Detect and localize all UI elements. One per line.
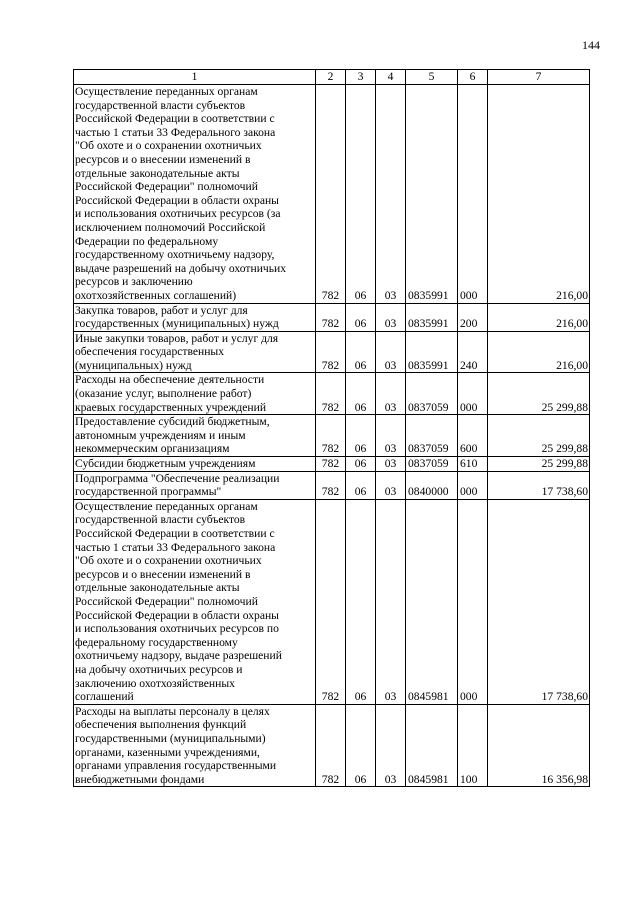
target-article-code: 0837059	[406, 457, 458, 472]
ministry-code: 782	[316, 457, 346, 472]
expense-name-line: частью 1 статьи 33 Федерального закона	[75, 125, 276, 139]
ministry-code: 782	[316, 704, 346, 787]
expense-name-line: Осуществление переданных органам	[75, 85, 258, 98]
header-col-2: 2	[316, 70, 346, 85]
expense-name-line: государственной власти субъектов	[75, 98, 246, 112]
expense-name-line: частью 1 статьи 33 Федерального закона	[75, 540, 276, 554]
section-code: 06	[346, 303, 376, 331]
expense-type-code: 000	[458, 499, 488, 704]
expense-name-line: государственной власти субъектов	[75, 513, 246, 527]
table-row	[74, 85, 590, 304]
expense-name-line: и использования охотничьих ресурсов по	[75, 622, 279, 636]
page-number: 144	[582, 38, 600, 52]
target-article-code: 0835991	[406, 303, 458, 331]
expense-name-line: Федерации по федеральному	[75, 234, 219, 248]
expense-name-line: Закупка товаров, работ и услуг для	[75, 303, 248, 317]
target-article-code: 0845981	[406, 704, 458, 787]
expense-name-line: "Об охоте и о сохранении охотничьих	[75, 554, 262, 568]
expense-name	[74, 457, 316, 472]
table-row	[74, 415, 590, 457]
ministry-code: 782	[316, 331, 346, 373]
expense-name-line: Российской Федерации в соответствии с	[75, 112, 275, 126]
amount: 216,00	[488, 303, 590, 331]
expense-name-line: соглашений	[75, 690, 134, 704]
ministry-code: 782	[316, 303, 346, 331]
expense-name-line: государственными (муниципальными)	[75, 731, 266, 745]
ministry-code: 782	[316, 85, 346, 304]
expense-name-line: Российской Федерации" полномочий	[75, 594, 258, 608]
table-row	[74, 373, 590, 415]
header-col-3: 3	[346, 70, 376, 85]
expense-name-line: автономным учреждениям и иным	[75, 428, 246, 442]
expense-name-line: охотхозяйственных соглашений)	[75, 288, 237, 302]
expense-name-line: "Об охоте и о сохранении охотничьих	[75, 139, 262, 153]
ministry-code: 782	[316, 471, 346, 499]
expense-name	[74, 303, 316, 331]
expense-name	[74, 499, 316, 704]
expense-name-line: краевых государственных учреждений	[75, 400, 267, 414]
expense-name-line: ресурсов и заключению	[75, 275, 193, 289]
section-code: 06	[346, 373, 376, 415]
expense-name-line: внебюджетными фондами	[75, 772, 205, 786]
expense-name-line: ресурсов и о внесении изменений в	[75, 152, 251, 166]
expense-name	[74, 373, 316, 415]
expense-name-line: отдельные законодательные акты	[75, 581, 240, 595]
target-article-code: 0835991	[406, 85, 458, 304]
header-row	[74, 70, 590, 85]
target-article-code: 0837059	[406, 373, 458, 415]
table-row	[74, 499, 590, 704]
expense-name-line: обеспечения государственных	[75, 345, 225, 359]
amount: 25 299,88	[488, 415, 590, 457]
section-code: 06	[346, 85, 376, 304]
expense-name-line: некоммерческим организациям	[75, 442, 230, 456]
expense-name	[74, 415, 316, 457]
amount: 216,00	[488, 85, 590, 304]
subsection-code: 03	[376, 85, 406, 304]
target-article-code: 0840000	[406, 471, 458, 499]
table-row	[74, 704, 590, 787]
expense-name-line: органами управления государственными	[75, 759, 277, 773]
ministry-code: 782	[316, 415, 346, 457]
header-col-5: 5	[406, 70, 458, 85]
expense-name-line: исключением полномочий Российской	[75, 220, 266, 234]
expense-name-line: Российской Федерации в соответствии с	[75, 527, 275, 540]
subsection-code: 03	[376, 331, 406, 373]
expense-name-line: Осуществление переданных органам	[75, 499, 258, 513]
header-col-7: 7	[488, 70, 590, 85]
expense-name-line: Субсидии бюджетным учреждениям	[75, 457, 256, 471]
expense-name-line: отдельные законодательные акты	[75, 166, 240, 180]
amount: 17 738,60	[488, 471, 590, 499]
expense-name-line: обеспечения выполнения функций	[75, 718, 247, 732]
section-code: 06	[346, 331, 376, 373]
header-col-6: 6	[458, 70, 488, 85]
amount: 16 356,98	[488, 704, 590, 787]
target-article-code: 0835991	[406, 331, 458, 373]
expense-name	[74, 331, 316, 373]
subsection-code: 03	[376, 457, 406, 472]
expense-name-line: Подпрограмма "Обеспечение реализации	[75, 471, 280, 485]
ministry-code: 782	[316, 373, 346, 415]
expense-type-code: 600	[458, 415, 488, 457]
expense-name-line: Российской Федерации" полномочий	[75, 180, 258, 194]
table-row	[74, 471, 590, 499]
subsection-code: 03	[376, 415, 406, 457]
expense-name-line: ресурсов и о внесении изменений в	[75, 567, 251, 581]
section-code: 06	[346, 415, 376, 457]
subsection-code: 03	[376, 303, 406, 331]
section-code: 06	[346, 471, 376, 499]
section-code: 06	[346, 457, 376, 472]
header-col-4: 4	[376, 70, 406, 85]
expense-name-line: заключению охотхозяйственных	[75, 676, 235, 690]
expense-name-line: Российской Федерации в области охраны	[75, 193, 279, 207]
expense-name-line: Расходы на обеспечение деятельности	[75, 373, 265, 387]
expense-name	[74, 704, 316, 787]
expense-name-line: и использования охотничьих ресурсов (за	[75, 207, 281, 221]
expense-name-line: Российской Федерации в области охраны	[75, 608, 279, 622]
expense-name-line: Расходы на выплаты персоналу в целях	[75, 704, 270, 718]
expense-name-line: Предоставление субсидий бюджетным,	[75, 415, 270, 429]
target-article-code: 0837059	[406, 415, 458, 457]
subsection-code: 03	[376, 499, 406, 704]
expense-type-code: 200	[458, 303, 488, 331]
section-code: 06	[346, 704, 376, 787]
expense-name-line: (оказание услуг, выполнение работ)	[75, 387, 252, 401]
expense-type-code: 100	[458, 704, 488, 787]
expense-type-code: 000	[458, 85, 488, 304]
amount: 216,00	[488, 331, 590, 373]
target-article-code: 0845981	[406, 499, 458, 704]
expense-name-line: на добычу охотничьих ресурсов и	[75, 662, 243, 676]
expense-name-line: (муниципальных) нужд	[75, 358, 192, 372]
expense-name-line: государственному охотничьему надзору,	[75, 248, 275, 262]
table-row	[74, 331, 590, 373]
amount: 25 299,88	[488, 457, 590, 472]
expense-name-line: Иные закупки товаров, работ и услуг для	[75, 331, 279, 345]
subsection-code: 03	[376, 704, 406, 787]
section-code: 06	[346, 499, 376, 704]
budget-table	[73, 69, 590, 787]
subsection-code: 03	[376, 471, 406, 499]
expense-name-line: федеральному государственному	[75, 635, 238, 649]
expense-name-line: охотничьему надзору, выдаче разрешений	[75, 649, 282, 663]
expense-type-code: 610	[458, 457, 488, 472]
expense-name	[74, 471, 316, 499]
expense-name-line: государственной программы"	[75, 485, 222, 499]
subsection-code: 03	[376, 373, 406, 415]
expense-name-line: государственных (муниципальных) нужд	[75, 317, 279, 331]
expense-name-line: выдаче разрешений на добычу охотничьих	[75, 261, 287, 275]
amount: 17 738,60	[488, 499, 590, 704]
expense-type-code: 000	[458, 373, 488, 415]
expense-type-code: 240	[458, 331, 488, 373]
table-row	[74, 303, 590, 331]
table-row	[74, 457, 590, 472]
header-col-1: 1	[74, 70, 316, 85]
amount: 25 299,88	[488, 373, 590, 415]
expense-name	[74, 85, 316, 304]
expense-type-code: 000	[458, 471, 488, 499]
expense-name-line: органами, казенными учреждениями,	[75, 745, 260, 759]
ministry-code: 782	[316, 499, 346, 704]
